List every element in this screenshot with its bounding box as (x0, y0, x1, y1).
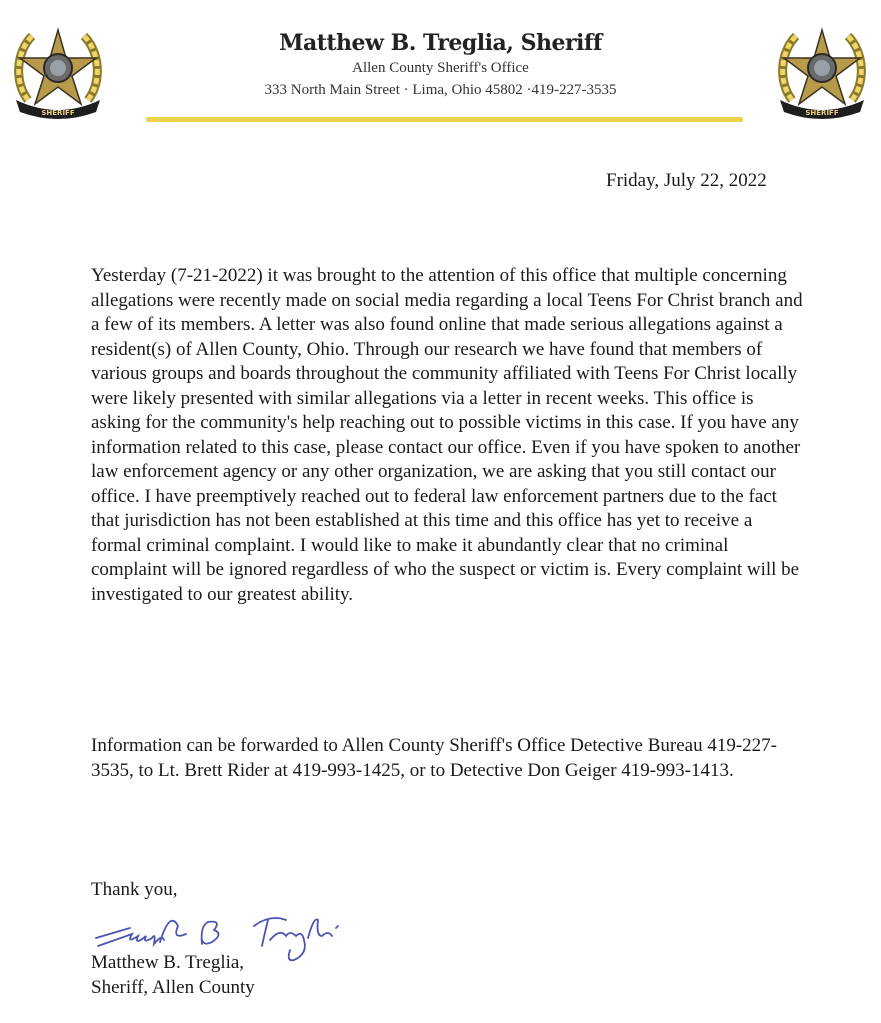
letterhead-office: Allen County Sheriff's Office (352, 60, 529, 76)
signer-title: Sheriff, Allen County (91, 977, 255, 998)
signer-block (91, 950, 255, 1000)
letterhead (140, 28, 741, 102)
letterhead-rule (146, 117, 743, 122)
letter-date: Friday, July 22, 2022 (606, 170, 767, 191)
svg-text:SHERIFF: SHERIFF (41, 109, 75, 117)
sheriff-badge-left-icon (8, 22, 108, 122)
letterhead-address: 333 North Main Street · Lima, Ohio 45802 ·419-227-3535 (264, 82, 617, 98)
signer-name: Matthew B. Treglia, (91, 952, 245, 973)
body-paragraph-1: Yesterday (7-21-2022) it was brought to the attention of this office that multiple concerning allegations were recently made on social media regarding a local Teens For Christ branch and a few of its members. A letter was also found online that made serious allegations against a resident(s) of Allen County, Ohio. Through our research we have found that members of various groups and boards throughout the community affiliated with Teens For Christ locally were likely presented with similar allegations via a letter in recent weeks. This office is asking for the community's help reaching out to possible victims in this case. If you have any information related to this case, please contact our office. Even if you have spoken to another law enforcement agency or any other organization, we are asking that you still contact our office. I have preemptively reached out to federal law enforcement partners due to the fact that jurisdiction has not been established at this time and this office has yet to receive a formal criminal complaint. I would like to make it abundantly clear that no criminal complaint will be ignored regardless of who the suspect or victim is. Every complaint will be investigated to our greatest ability. (91, 265, 803, 605)
sheriff-badge-right-icon (772, 22, 872, 122)
body-paragraph-2: Information can be forwarded to Allen County Sheriff's Office Detective Bureau 419-227-3535, to Lt. Brett Rider at 419-993-1425, or to Detective Don Geiger 419-993-1413. (91, 735, 777, 781)
svg-text:SHERIFF: SHERIFF (805, 109, 839, 117)
closing-line: Thank you, (91, 879, 178, 900)
letterhead-name: Matthew B. Treglia, Sheriff (279, 30, 602, 56)
